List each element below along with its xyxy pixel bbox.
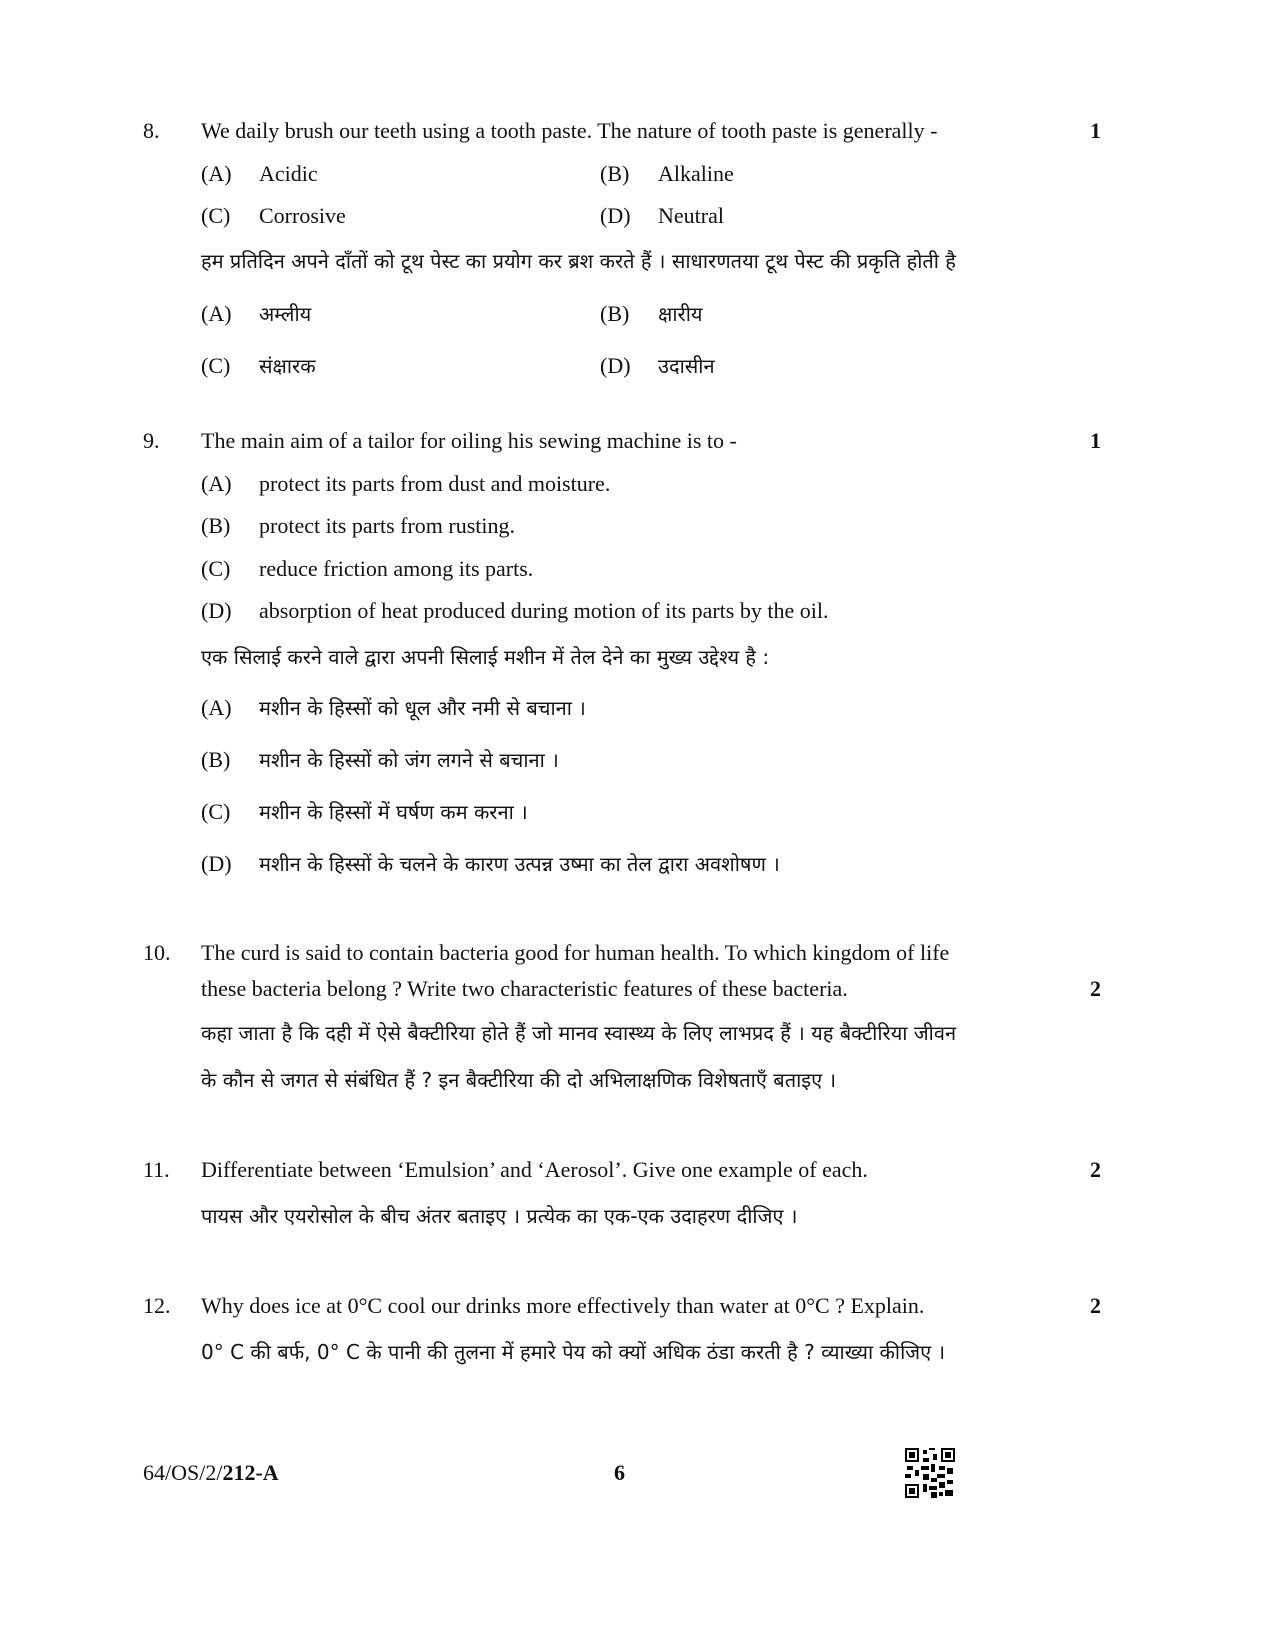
option-c: (C) reduce friction among its parts. <box>201 556 534 581</box>
question-text-en: Why does ice at 0°C cool our drinks more effectively than water at 0°C ? Explain. <box>201 1293 925 1318</box>
option-a-hi: (A) मशीन के हिस्सों को धूल और नमी से बचाना । <box>201 695 586 720</box>
option-a: (A) Acidic <box>201 161 318 186</box>
option-c-hi: (C) संक्षारक <box>201 353 316 378</box>
option-d: (D) absorption of heat produced during motion of its parts by the oil. <box>201 598 829 623</box>
option-c-hi: (C) मशीन के हिस्सों में घर्षण कम करना । <box>201 799 528 824</box>
question-text-en-line1: The curd is said to contain bacteria good for human health. To which kingdom of life <box>201 940 950 965</box>
question-text-hi: एक सिलाई करने वाले द्वारा अपनी सिलाई मशीन में तेल देने का मुख्य उद्देश्य है : <box>201 645 770 669</box>
option-d: (D) Neutral <box>600 203 724 228</box>
option-c: (C) Corrosive <box>201 203 346 228</box>
question-text-hi: 0° C की बर्फ, 0° C के पानी की तुलना में हमारे पेय को क्यों अधिक ठंडा करती है ? व्याख्या कीजिए । <box>201 1340 946 1364</box>
paper-code: 64/OS/2/212-A <box>143 1460 279 1485</box>
question-number: 8. <box>143 118 160 143</box>
question-text-hi: हम प्रतिदिन अपने दाँतों को टूथ पेस्ट का प्रयोग कर ब्रश करते हैं । साधारणतया टूथ पेस्ट की प्रकृति होती है <box>201 249 956 273</box>
option-b: (B) protect its parts from rusting. <box>201 513 516 538</box>
question-marks: 1 <box>1090 428 1101 453</box>
option-b-hi: (B) मशीन के हिस्सों को जंग लगने से बचाना । <box>201 747 559 772</box>
option-b-hi: (B) क्षारीय <box>600 301 703 326</box>
option-a: (A) protect its parts from dust and moisture. <box>201 471 611 496</box>
question-text-en-line2: these bacteria belong ? Write two characteristic features of these bacteria. <box>201 976 848 1001</box>
question-marks: 2 <box>1090 1157 1101 1182</box>
question-text-en: Differentiate between ‘Emulsion’ and ‘Aerosol’. Give one example of each. <box>201 1157 868 1182</box>
question-marks: 2 <box>1090 1293 1101 1318</box>
question-number: 9. <box>143 428 160 453</box>
question-text-hi-line1: कहा जाता है कि दही में ऐसे बैक्टीरिया होते हैं जो मानव स्वास्थ्य के लिए लाभप्रद हैं । यह बैक्टीरिया जीवन <box>201 1021 957 1045</box>
option-a-hi: (A) अम्लीय <box>201 301 312 326</box>
question-text-en: The main aim of a tailor for oiling his sewing machine is to - <box>201 428 737 453</box>
question-number: 10. <box>143 940 171 965</box>
option-d-hi: (D) उदासीन <box>600 353 715 378</box>
option-b: (B) Alkaline <box>600 161 734 186</box>
question-text-en: We daily brush our teeth using a tooth paste. The nature of tooth paste is generally - <box>201 118 938 143</box>
question-marks: 1 <box>1090 118 1101 143</box>
question-number: 11. <box>143 1157 170 1182</box>
question-text-hi: पायस और एयरोसोल के बीच अंतर बताइए । प्रत्येक का एक-एक उदाहरण दीजिए । <box>201 1204 798 1228</box>
question-text-hi-line2: के कौन से जगत से संबंधित हैं ? इन बैक्टीरिया की दो अभिलाक्षणिक विशेषताएँ बताइए । <box>201 1068 837 1092</box>
question-marks: 2 <box>1090 976 1101 1001</box>
qr-code-icon <box>905 1448 955 1498</box>
option-d-hi: (D) मशीन के हिस्सों के चलने के कारण उत्पन्न उष्मा का तेल द्वारा अवशोषण । <box>201 851 780 876</box>
page-number: 6 <box>614 1460 625 1485</box>
question-number: 12. <box>143 1293 171 1318</box>
